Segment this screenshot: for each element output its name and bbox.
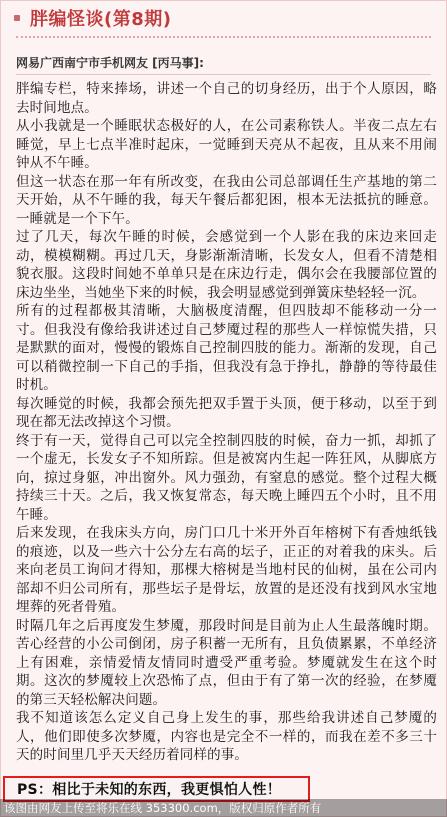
paragraph: 后来发现，在我床头方向，房门口几十米开外百年榕树下有香烛纸钱的痕迹，以及一些六十公分左右高的坛子，正正的对着我的床头。后来向老员工询问才得知，那棵大榕树是当地村民的仙树，虽在公司内部却不归公司所有，那些坛子是骨坛，放置的是还没有找到风水宝地埋葬的死者骨殖。 [16, 525, 437, 615]
paragraph: 时隔几年之后再度发生梦魇，那段时间是目前为止人生最落魄时期。苦心经营的小公司倒闭，房子积蓄一无所有，且负债累累，不单经济上有困难，亲情爱情友情同时遭受严重考验。梦魇就发生在这个时期。这次的梦魇较上次恐怖了点，但由于有了第一次的经验，在梦魇的第三天轻松解决问题。 [16, 617, 437, 708]
paragraph: 胖编专栏，特来捧场，讲述一个自己的切身经历，出于个人原因，略去时间地点。 [16, 81, 437, 116]
author-divider [16, 74, 431, 75]
ps-text: PS：相比于未知的东西，我更惧怕人性！ [17, 782, 282, 798]
paragraph: 所有的过程都极其清晰，大脑极度清醒，但四肢却不能移动一分一寸。但我没有像给我讲述过自己梦魇过程的那些人一样惊慌失措，只是默默的面对，慢慢的锻炼自己控制四肢的能力。渐渐的发现，自己可以稍微控制一下自己的手指，但我没有急于挣扎，静静的等待最佳时机。 [16, 303, 437, 393]
paragraph: 过了几天，每次午睡的时候，会感觉到一个人影在我的床边来回走动，模模糊糊。再过几天，身影渐渐清晰，长发女人，但看不清楚相貌衣服。这段时间她不单单只是在床边行走，偶尔会在我腰部位置的床边坐坐，当她坐下来的时候，我会明显感觉到弹簧床垫轻轻一沉。 [16, 229, 437, 301]
square-bullet-icon [14, 15, 20, 21]
page-title: 胖编怪谈(第8期) [30, 9, 172, 30]
paragraph: 每次睡觉的时候，我都会预先把双手置于头顶，便于移动，以至于到现在都无法改掉这个习惯。 [16, 395, 437, 430]
paragraph: 终于有一天，觉得自己可以完全控制四肢的时候，奋力一抓，却抓了一个虚无，长发女子不知所踪。但是被窝内生起一阵狂风，从脚底方向，掠过身躯，冲出窗外。风力强劲，有窒息的感觉。整个过程大概持续三十天。之后，我又恢复常态，每天晚上睡四五个小时，且不用午睡。 [16, 432, 437, 523]
paragraph: 我不知道该怎么定义自己身上发生的事，那些给我讲述自己梦魇的人，他们即使多次梦魇，内容也是完全不一样的，而我在差不多三十天的时间里几乎天天经历着同样的事。 [16, 710, 437, 763]
paragraph: 从小我就是一个睡眠状态极好的人，在公司素称铁人。半夜二点左右睡觉，早上七点半准时起床，一觉睡到天亮从不起夜，且从来不用闹钟从不午睡。 [16, 118, 437, 171]
author-line: 网易广西南宁市手机网友 [丙马事]: [16, 56, 204, 70]
paragraph: 但这一状态在那一年有所改变，在我由公司总部调任生产基地的第二天开始，从不午睡的我，每天午餐后都犯困，根本无法抵抗的睡意。一睡就是一个下午。 [16, 173, 437, 227]
story-content [16, 80, 437, 765]
title-bar [0, 0, 447, 36]
title-divider [16, 36, 431, 38]
watermark-banner: 该图由网友上传至将乐在线 353300.com，版权归原作者所有 [0, 799, 447, 817]
